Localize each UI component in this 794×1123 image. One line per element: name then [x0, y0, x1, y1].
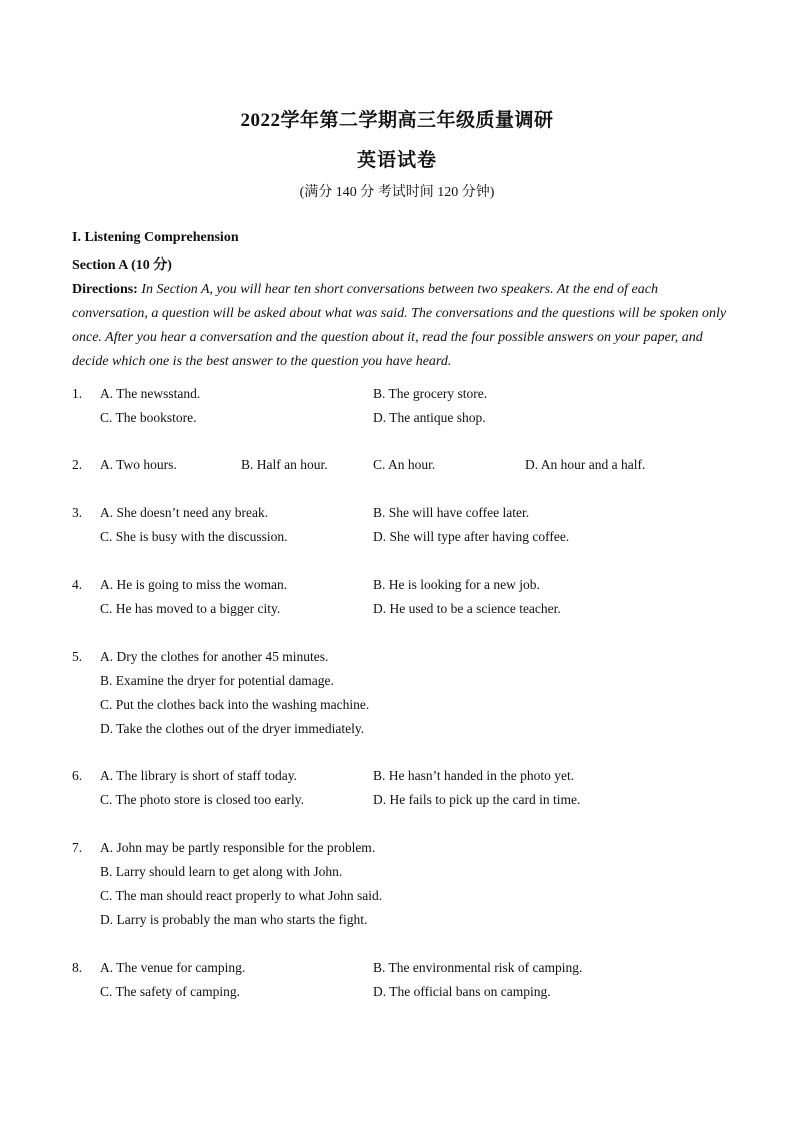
option-c: C. The man should react properly to what John said.	[100, 888, 383, 903]
directions-text: In Section A, you will hear ten short conversations between two speakers. At the end of each conversation, a question will be asked about what was said. The conversations and the questions will be spoken only once. After you hear a conversation and the question about it, read the four possible answers on your paper, and decide which one is the best answer to the question you have heard.	[72, 282, 727, 369]
option-c: C. She is busy with the discussion.	[100, 529, 288, 544]
option-d: D. Larry is probably the man who starts the fight.	[100, 912, 368, 927]
option-d: D. He fails to pick up the card in time.	[373, 792, 581, 807]
option-a: A. He is going to miss the woman.	[100, 577, 288, 592]
option-a: A. She doesn’t need any break.	[100, 505, 269, 520]
part-heading: I. Listening Comprehension	[72, 230, 239, 245]
question-number: 5.	[72, 649, 83, 664]
option-c: C. The bookstore.	[100, 410, 197, 425]
option-d: D. Take the clothes out of the dryer immediately.	[100, 721, 365, 736]
question-number: 4.	[72, 577, 83, 592]
option-d: D. She will type after having coffee.	[373, 529, 570, 544]
option-d: D. He used to be a science teacher.	[373, 601, 561, 616]
option-a: A. The library is short of staff today.	[100, 768, 297, 783]
option-c: C. He has moved to a bigger city.	[100, 601, 281, 616]
exam-subtitle: 英语试卷	[356, 150, 437, 171]
exam-title: 2022学年第二学期高三年级质量调研	[240, 110, 554, 131]
question-number: 7.	[72, 840, 83, 855]
option-b: B. Larry should learn to get along with John.	[100, 864, 343, 879]
option-b: B. He hasn’t handed in the photo yet.	[373, 768, 575, 783]
option-c: C. An hour.	[373, 457, 436, 472]
directions-label: Directions:	[72, 282, 138, 297]
option-a: A. Two hours.	[100, 457, 177, 472]
section-heading: Section A (10 分)	[72, 258, 172, 273]
option-b: B. Examine the dryer for potential damage.	[100, 673, 334, 688]
question-number: 2.	[72, 457, 83, 472]
option-a: A. Dry the clothes for another 45 minutes.	[100, 649, 329, 664]
option-d: D. The antique shop.	[373, 410, 486, 425]
option-a: A. The newsstand.	[100, 386, 201, 401]
option-c: C. Put the clothes back into the washing machine.	[100, 697, 370, 712]
option-b: B. He is looking for a new job.	[373, 577, 540, 592]
option-b: B. The grocery store.	[373, 386, 488, 401]
option-b: B. Half an hour.	[241, 457, 328, 472]
question-number: 8.	[72, 960, 83, 975]
option-b: B. She will have coffee later.	[373, 505, 530, 520]
question-number: 1.	[72, 386, 83, 401]
question-number: 3.	[72, 505, 83, 520]
option-a: A. The venue for camping.	[100, 960, 246, 975]
exam-note: (满分 140 分 考试时间 120 分钟)	[299, 185, 495, 200]
option-a: A. John may be partly responsible for the problem.	[100, 840, 376, 855]
option-c: C. The photo store is closed too early.	[100, 792, 304, 807]
question-number: 6.	[72, 768, 83, 783]
directions	[72, 278, 727, 374]
option-b: B. The environmental risk of camping.	[373, 960, 583, 975]
option-c: C. The safety of camping.	[100, 984, 240, 999]
option-d: D. The official bans on camping.	[373, 984, 551, 999]
option-d: D. An hour and a half.	[525, 457, 646, 472]
